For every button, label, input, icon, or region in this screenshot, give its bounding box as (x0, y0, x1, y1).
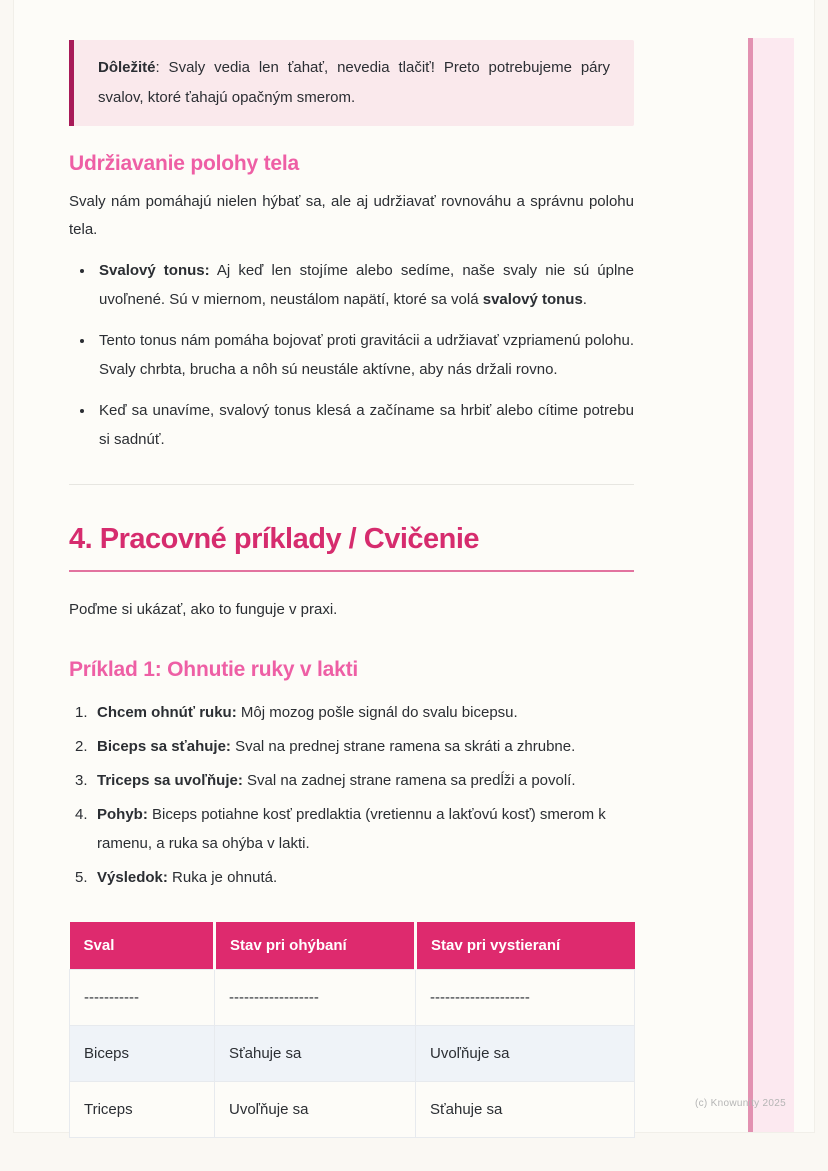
table-row-triceps (70, 1082, 635, 1138)
example-step-list (69, 698, 634, 892)
step-number: 4. (75, 806, 88, 823)
step-number: 5. (75, 869, 88, 886)
callout-body: : Svaly vedia len ťahať, nevedia tlačiť! Preto potrebujeme páry svalov, ktoré ťahajú opačným smerom. (98, 59, 610, 106)
step-item (69, 800, 634, 858)
heading-example1: Príklad 1: Ohnutie ruky v lakti (69, 658, 359, 681)
table-header-ohybani: Stav pri ohýbaní (215, 922, 416, 970)
table-cell: Uvoľňuje sa (215, 1082, 416, 1138)
step-item (69, 698, 634, 727)
callout-label: Dôležité (98, 59, 156, 76)
step-text: Biceps sa sťahuje: Sval na prednej strane ramena sa skráti a zhrubne. (97, 738, 576, 755)
step-number: 1. (75, 704, 88, 721)
table-cell: Uvoľňuje sa (416, 1026, 635, 1082)
table-cell: Sťahuje sa (215, 1026, 416, 1082)
table-header-vystierani: Stav pri vystieraní (416, 922, 635, 970)
table-cell: Biceps (70, 1026, 215, 1082)
step-item (69, 863, 634, 892)
callout-important (69, 40, 634, 126)
table-row-biceps (70, 1026, 635, 1082)
table-header-row (70, 922, 635, 970)
step-text: Pohyb: Biceps potiahne kosť predlaktia (vretiennu a lakťovú kosť) smerom k ramenu, a ruka sa ohýba v lakti. (97, 806, 606, 852)
examples-intro: Poďme si ukázať, ako to funguje v praxi. (69, 601, 338, 618)
page-edge-decoration (748, 38, 794, 1132)
bullet-item-fatigue: • Keď sa unavíme, svalový tonus klesá a začíname sa hrbiť alebo cítime potrebu si sadnúť. (95, 396, 634, 454)
posture-bullet-list (69, 256, 634, 454)
step-text: Chcem ohnúť ruku: Môj mozog pošle signál do svalu bicepsu. (97, 704, 518, 721)
section-divider (69, 484, 634, 485)
step-number: 2. (75, 738, 88, 755)
table-cell: Triceps (70, 1082, 215, 1138)
table-cell: Sťahuje sa (416, 1082, 635, 1138)
table-header-sval: Sval (70, 922, 215, 970)
heading-examples: 4. Pracovné príklady / Cvičenie (69, 523, 634, 572)
heading-posture: Udržiavanie polohy tela (69, 152, 299, 175)
bullet-item-gravity: • Tento tonus nám pomáha bojovať proti gravitácii a udržiavať vzpriamenú polohu. Svaly chrbta, brucha a nôh sú neustále aktívne, aby nás držali rovno. (95, 326, 634, 384)
step-text: Triceps sa uvoľňuje: Sval na zadnej strane ramena sa predĺži a povolí. (97, 772, 576, 789)
callout-text (98, 53, 610, 113)
document-page (13, 0, 815, 1133)
table-cell: ----------- (70, 970, 215, 1026)
step-item (69, 732, 634, 761)
step-text: Výsledok: Ruka je ohnutá. (97, 869, 278, 886)
posture-intro: Svaly nám pomáhajú nielen hýbať sa, ale aj udržiavať rovnováhu a správnu polohu tela. (69, 193, 634, 238)
muscle-state-table (69, 922, 635, 1138)
page-content (69, 0, 634, 1138)
copyright: (c) Knowunity 2025 (694, 1098, 786, 1109)
bullet-item-tonus: • Svalový tonus: Aj keď len stojíme alebo sedíme, naše svaly nie sú úplne uvoľnené. Sú v miernom, neustálom napätí, ktoré sa volá svalový tonus. (95, 256, 634, 314)
step-number: 3. (75, 772, 88, 789)
step-item (69, 766, 634, 795)
table-cell: ------------------ (215, 970, 416, 1026)
table-cell: -------------------- (416, 970, 635, 1026)
table-row-dashes (70, 970, 635, 1026)
